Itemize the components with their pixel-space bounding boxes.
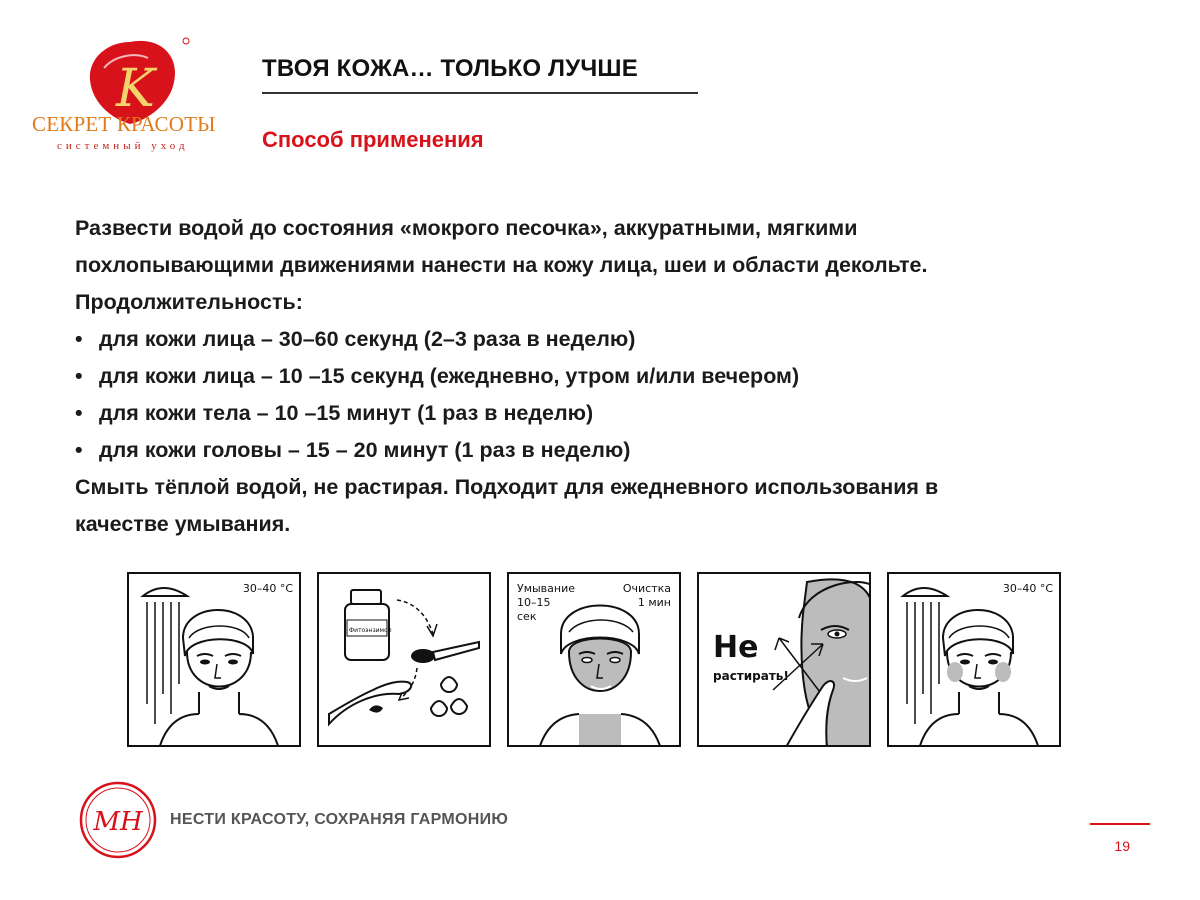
outro-line: качестве умывания. <box>75 512 291 536</box>
wash-label: Умывание <box>517 582 576 595</box>
wash-unit-label: сек <box>517 610 537 623</box>
page-title: ТВОЯ КОЖА… ТОЛЬКО ЛУЧШЕ <box>262 55 638 82</box>
list-item: • для кожи лица – 10 –15 секунд (ежедневно, утром и/или вечером) <box>75 358 1155 395</box>
monogram-logo <box>78 780 158 860</box>
list-item: • для кожи головы – 15 – 20 минут (1 раз в неделю) <box>75 432 1155 469</box>
step-panel-rinse <box>887 572 1061 747</box>
bullet-icon: • <box>75 327 83 351</box>
outro-line: Смыть тёплой водой, не растирая. Подходит для ежедневного использования в <box>75 475 939 499</box>
duration-heading: Продолжительность: <box>75 290 303 314</box>
mixing-powder-icon <box>319 574 491 747</box>
bullet-icon: • <box>75 364 83 388</box>
warning-heading: Не <box>713 630 759 665</box>
logo-letter: K <box>116 59 155 119</box>
intro-line: Развести водой до состояния «мокрого песочка», аккуратными, мягкими <box>75 216 858 240</box>
brand-name: СЕКРЕТ КРАСОТЫ <box>32 112 216 136</box>
cleanse-time-label: 1 мин <box>637 596 671 609</box>
shower-face-icon <box>129 574 301 747</box>
step-panel-no-rub <box>697 572 871 747</box>
jar-label: Фитоэнзимол <box>349 627 392 634</box>
rinse-face-icon <box>889 574 1061 747</box>
step-panel-mask <box>507 572 681 747</box>
section-title: Способ применения <box>262 127 484 152</box>
list-item: • для кожи лица – 30–60 секунд (2–3 раза в неделю) <box>75 321 1155 358</box>
page-number-rule <box>1090 823 1150 825</box>
instructions-block <box>75 210 1155 543</box>
footer-slogan: НЕСТИ КРАСОТУ, СОХРАНЯЯ ГАРМОНИЮ <box>170 811 509 828</box>
brand-logo <box>30 28 230 158</box>
list-item: • для кожи тела – 10 –15 минут (1 раз в неделю) <box>75 395 1155 432</box>
cleanse-label: Очистка <box>622 582 671 595</box>
bullet-icon: • <box>75 438 83 462</box>
page-number: 19 <box>1114 838 1130 854</box>
brand-tagline: системный уход <box>57 140 189 152</box>
water-temp-label: 30–40 °C <box>1002 582 1053 595</box>
monogram-letters: МН <box>93 807 143 837</box>
bullet-icon: • <box>75 401 83 425</box>
step-panel-mixing <box>317 572 491 747</box>
water-temp-label: 30–40 °C <box>242 582 293 595</box>
intro-line: похлопывающими движениями нанести на кожу лица, шеи и области декольте. <box>75 253 928 277</box>
wash-time-label: 10–15 <box>517 596 551 609</box>
title-underline <box>262 92 698 94</box>
warning-text: растирать! <box>713 669 789 683</box>
step-panel-shower <box>127 572 301 747</box>
